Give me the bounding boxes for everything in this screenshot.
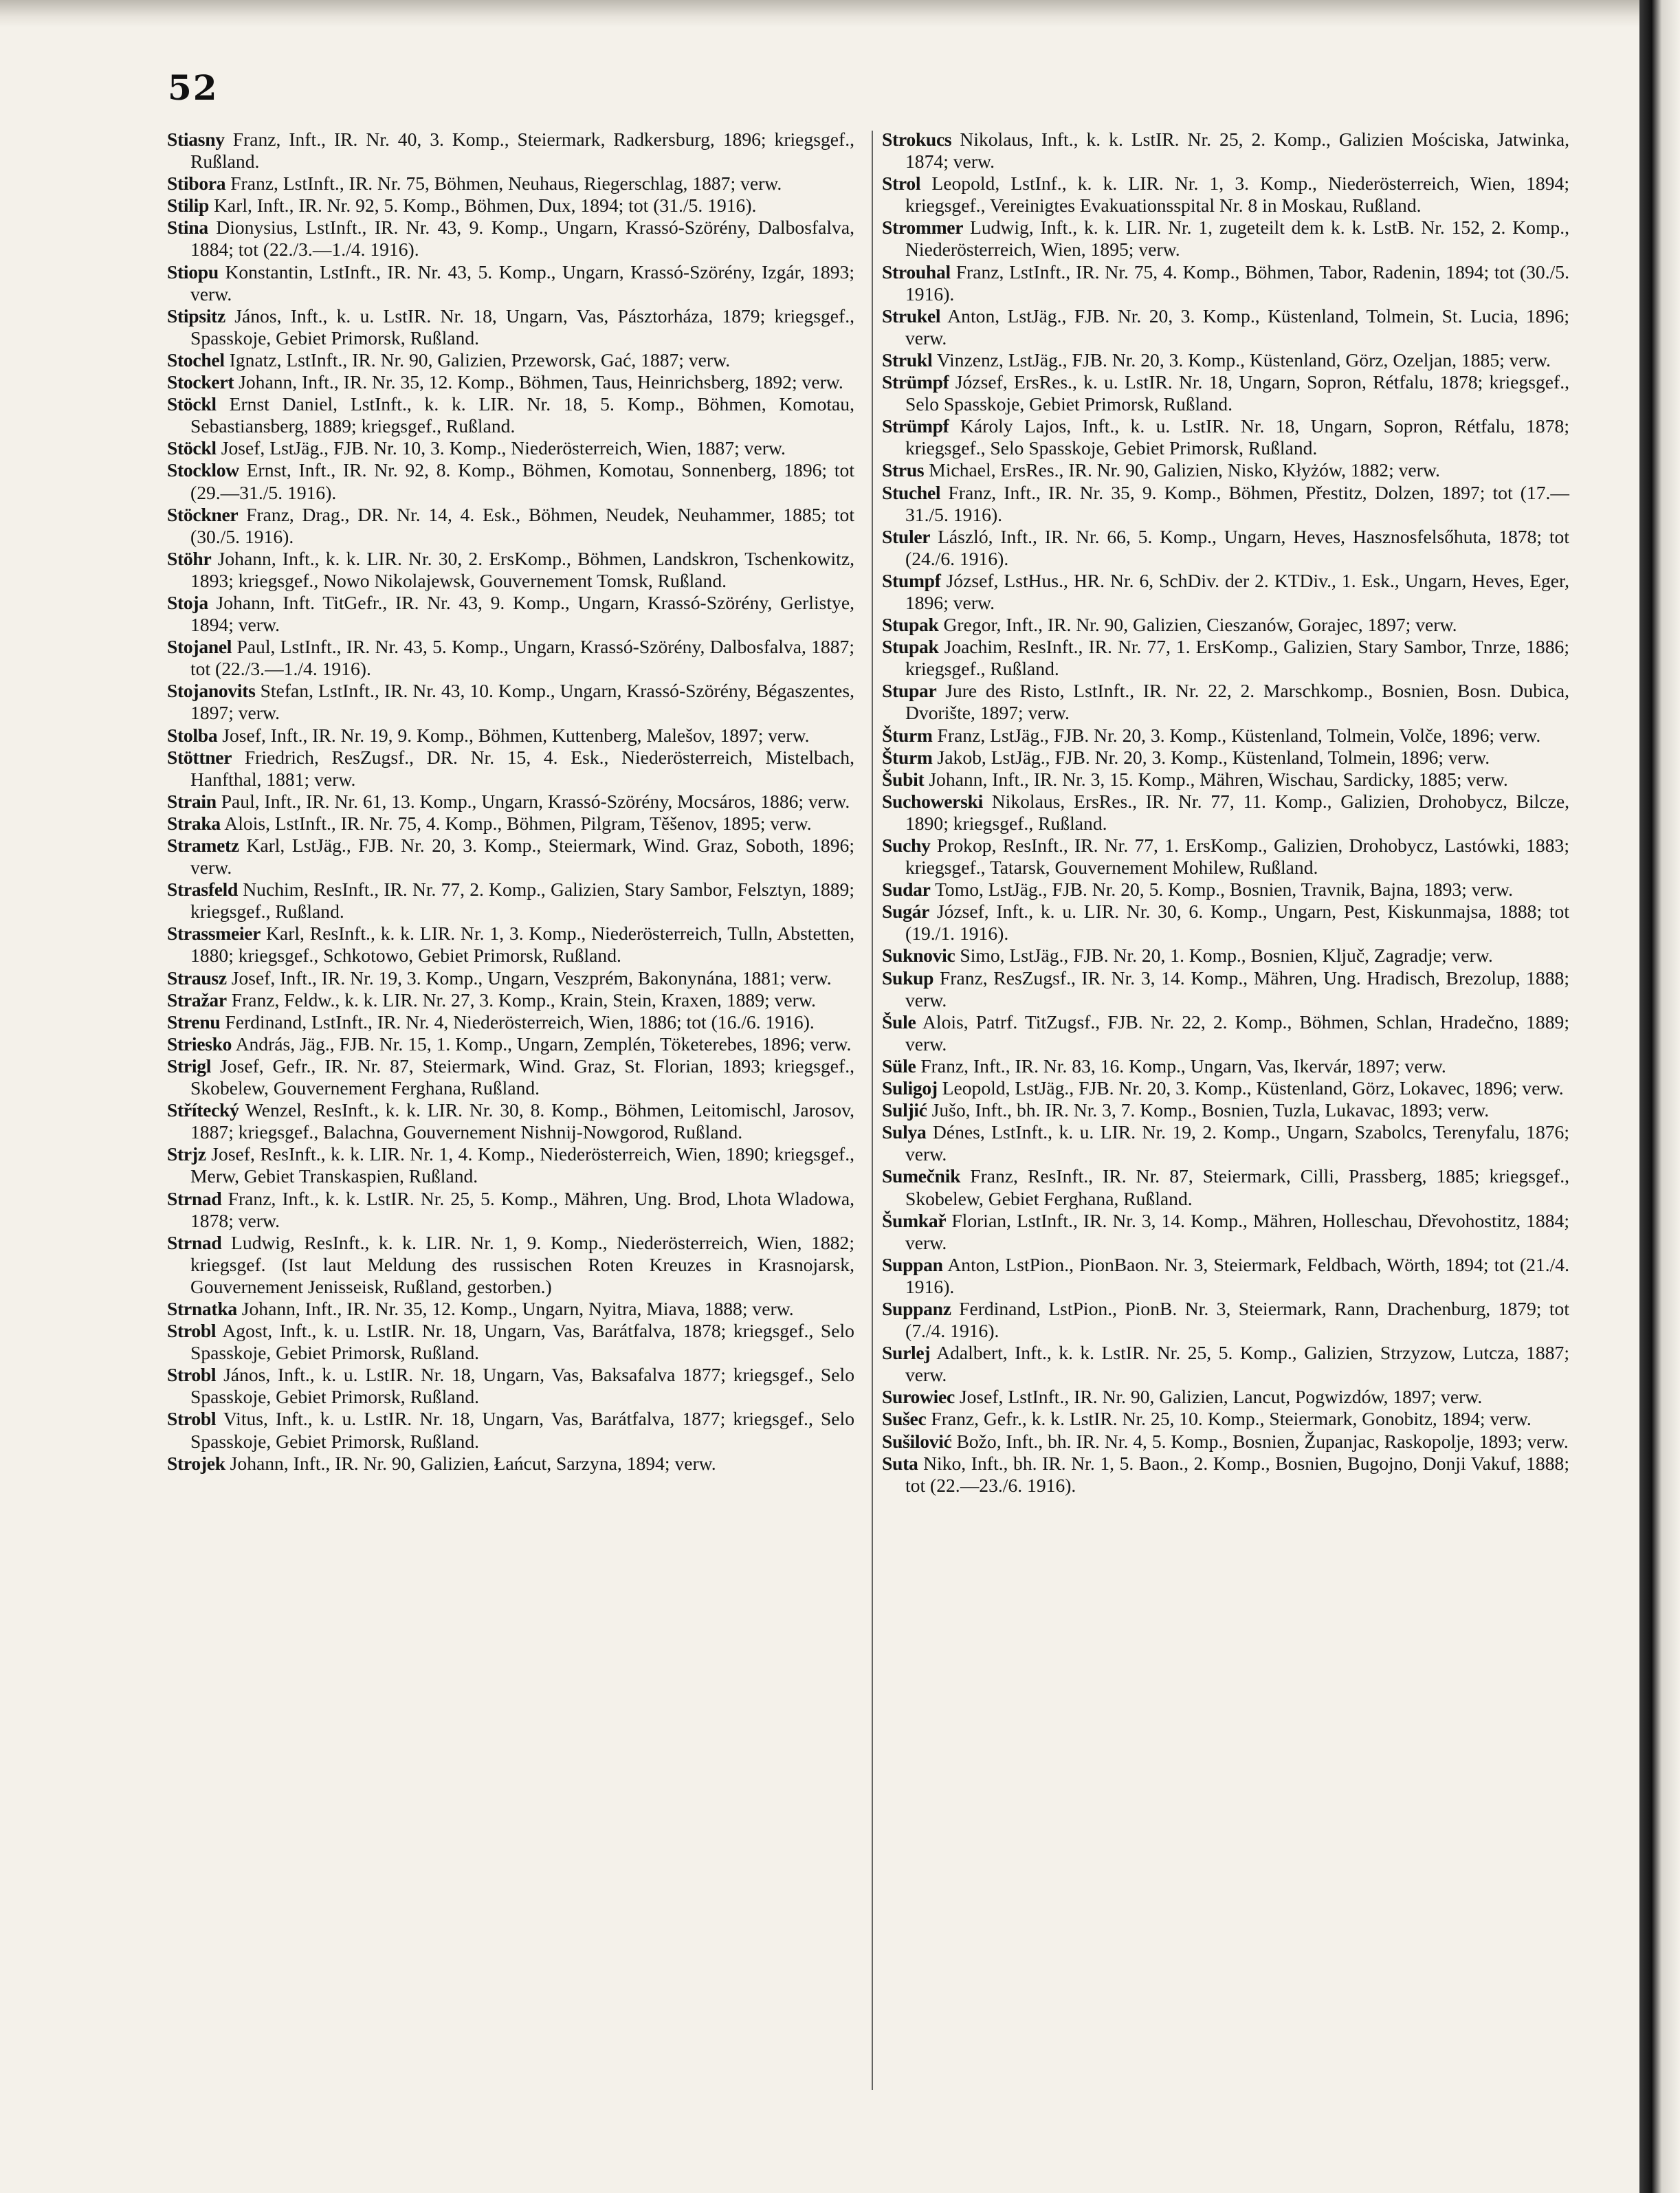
- list-entry: [882, 901, 1569, 945]
- entry-surname: Strol: [882, 173, 921, 195]
- list-entry: [167, 989, 854, 1011]
- entry-surname: Strommer: [882, 217, 964, 239]
- list-entry: [882, 173, 1569, 217]
- list-entry: [882, 1210, 1569, 1254]
- list-entry: [882, 945, 1569, 967]
- list-entry: [882, 1077, 1569, 1099]
- list-entry: [882, 1254, 1569, 1298]
- list-entry: [882, 1099, 1569, 1121]
- entry-surname: Šumkař: [882, 1209, 947, 1231]
- entry-surname: Strnad: [167, 1231, 222, 1253]
- entry-details: Franz, Inft., IR. Nr. 83, 16. Komp., Ungarn, Vas, Ikervár, 1897; verw.: [920, 1055, 1446, 1077]
- entry-details: Dionysius, LstInft., IR. Nr. 43, 9. Komp., Ungarn, Krassó-Szörény, Dalbosfalva, 1884; tot (22./3.—1./4. 1916).: [190, 217, 854, 261]
- list-entry: [882, 614, 1569, 636]
- entry-details: Ernst Daniel, LstInft., k. k. LIR. Nr. 18, 5. Komp., Böhmen, Komotau, Sebastiansberg, 1889; kriegsgef., Rußland.: [190, 393, 854, 437]
- entry-details: Johann, Inft. TitGefr., IR. Nr. 43, 9. Komp., Ungarn, Krassó-Szörény, Gerlistye, 1894; verw.: [190, 591, 854, 636]
- entry-surname: Strokucs: [882, 129, 952, 150]
- entry-surname: Strobl: [167, 1320, 217, 1342]
- entry-details: Dénes, LstInft., k. u. LIR. Nr. 19, 2. Komp., Ungarn, Szabolcs, Terenyfalu, 1876; verw.: [905, 1121, 1569, 1165]
- list-entry: [167, 1232, 854, 1298]
- entry-surname: Stolba: [167, 724, 218, 746]
- entry-details: Franz, LstInft., IR. Nr. 75, Böhmen, Neuhaus, Riegerschlag, 1887; verw.: [230, 173, 782, 195]
- entry-details: Ludwig, Inft., k. k. LIR. Nr. 1, zugeteilt dem k. k. LstB. Nr. 152, 2. Komp., Niederösterreich, Wien, 1895; verw.: [905, 217, 1570, 261]
- entry-details: Franz, LstInft., IR. Nr. 75, 4. Komp., Böhmen, Tabor, Radenin, 1894; tot (30./5. 1916).: [905, 261, 1569, 305]
- list-entry: [882, 305, 1569, 349]
- scan-top-edge: [0, 0, 1639, 27]
- entry-details: Anton, LstPion., PionBaon. Nr. 3, Steiermark, Feldbach, Wörth, 1894; tot (21./4. 1916).: [905, 1253, 1569, 1297]
- list-entry: [167, 437, 854, 459]
- entry-details: Franz, Drag., DR. Nr. 14, 4. Esk., Böhmen, Neudek, Neuhammer, 1885; tot (30./5. 1916).: [190, 503, 854, 547]
- list-entry: [882, 1011, 1569, 1055]
- entry-details: Franz, Feldw., k. k. LIR. Nr. 27, 3. Komp., Krain, Stein, Kraxen, 1889; verw.: [231, 989, 816, 1011]
- entry-surname: Strain: [167, 790, 217, 812]
- entry-details: Josef, Inft., IR. Nr. 19, 9. Komp., Böhmen, Kuttenberg, Malešov, 1897; verw.: [222, 724, 810, 746]
- entry-surname: Sušec: [882, 1408, 927, 1430]
- list-entry: [167, 592, 854, 636]
- entry-details: Johann, Inft., IR. Nr. 90, Galizien, Łańcut, Sarzyna, 1894; verw.: [230, 1452, 716, 1474]
- list-entry: [882, 680, 1569, 724]
- entry-surname: Stilip: [167, 195, 210, 217]
- list-entry: [882, 879, 1569, 901]
- entry-details: Ferdinand, LstInft., IR. Nr. 4, Niederösterreich, Wien, 1886; tot (16./6. 1916).: [225, 1011, 815, 1033]
- list-entry: [167, 1320, 854, 1364]
- entry-details: Vitus, Inft., k. u. LstIR. Nr. 18, Ungarn, Vas, Barátfalva, 1877; kriegsgef., Selo Spasskoje, Gebiet Primorsk, Rußland.: [190, 1408, 854, 1452]
- entry-details: Josef, Gefr., IR. Nr. 87, Steiermark, Wind. Graz, St. Florian, 1893; kriegsgef., Skobelew, Gouvernement Ferghana, Rußland.: [190, 1055, 854, 1099]
- entry-details: Johann, Inft., IR. Nr. 3, 15. Komp., Mähren, Wischau, Sardicky, 1885; verw.: [929, 768, 1508, 790]
- list-entry: [882, 1431, 1569, 1453]
- entry-surname: Suppanz: [882, 1297, 951, 1319]
- entry-details: Agost, Inft., k. u. LstIR. Nr. 18, Ungarn, Vas, Barátfalva, 1878; kriegsgef., Selo Spasskoje, Gebiet Primorsk, Rußland.: [190, 1320, 854, 1364]
- entry-surname: Strausz: [167, 967, 227, 989]
- entry-surname: Strouhal: [882, 261, 951, 283]
- entry-details: Leopold, LstJäg., FJB. Nr. 20, 3. Komp., Küstenland, Görz, Lokavec, 1896; verw.: [942, 1077, 1564, 1099]
- entry-details: Friedrich, ResZugsf., DR. Nr. 15, 4. Esk., Niederösterreich, Mistelbach, Hanfthal, 1881; verw.: [190, 746, 854, 790]
- list-entry: [167, 459, 854, 503]
- entry-surname: Stina: [167, 217, 208, 239]
- entry-surname: Surowiec: [882, 1386, 955, 1408]
- entry-details: Johann, Inft., k. k. LIR. Nr. 30, 2. ErsKomp., Böhmen, Landskron, Tschenkowitz, 1893; kriegsgef., Nowo Nikolajewsk, Gouvernement Tomsk, Rußland.: [190, 547, 854, 591]
- list-entry: [167, 504, 854, 548]
- entry-surname: Strametz: [167, 835, 239, 856]
- list-entry: [882, 415, 1569, 459]
- page-number: 52: [168, 67, 219, 108]
- entry-surname: Stiopu: [167, 261, 219, 283]
- list-entry: [882, 217, 1569, 261]
- list-entry: [167, 747, 854, 791]
- entry-details: Adalbert, Inft., k. k. LstIR. Nr. 25, 5. Komp., Galizien, Strzyzow, Lutcza, 1887; verw.: [905, 1342, 1569, 1386]
- list-entry: [167, 129, 854, 173]
- entry-surname: Strnatka: [167, 1297, 237, 1319]
- entry-surname: Šturm: [882, 724, 933, 746]
- column-divider: [872, 131, 873, 2090]
- list-entry: [167, 548, 854, 592]
- left-column: [167, 129, 854, 1475]
- entry-surname: Stupak: [882, 614, 939, 636]
- entry-details: Nikolaus, ErsRes., IR. Nr. 77, 11. Komp., Galizien, Drohobycz, Bilcze, 1890; kriegsgef., Rußland.: [905, 790, 1569, 834]
- entry-details: Ferdinand, LstPion., PionB. Nr. 3, Steiermark, Rann, Drachenburg, 1879; tot (7./4. 1916).: [905, 1297, 1569, 1342]
- list-entry: [882, 1408, 1569, 1430]
- list-entry: [167, 305, 854, 349]
- entry-surname: Suta: [882, 1452, 918, 1474]
- entry-surname: Stoja: [167, 591, 208, 613]
- entry-details: Franz, LstJäg., FJB. Nr. 20, 3. Komp., Küstenland, Tolmein, Volče, 1896; verw.: [937, 724, 1541, 746]
- entry-details: Tomo, LstJäg., FJB. Nr. 20, 5. Komp., Bosnien, Travnik, Bajna, 1893; verw.: [935, 879, 1513, 901]
- list-entry: [167, 1453, 854, 1475]
- entry-details: József, Inft., k. u. LIR. Nr. 30, 6. Komp., Ungarn, Pest, Kiskunmajsa, 1888; tot (19./1. 1916).: [905, 901, 1570, 945]
- list-entry: [167, 967, 854, 989]
- entry-details: Stefan, LstInft., IR. Nr. 43, 10. Komp., Ungarn, Krassó-Szörény, Bégaszentes, 1897; verw.: [190, 680, 854, 724]
- entry-surname: Strümpf: [882, 415, 949, 437]
- entry-details: Prokop, ResInft., IR. Nr. 77, 1. ErsKomp., Galizien, Drohobycz, Lastówki, 1883; kriegsgef., Tatarsk, Gouvernement Mohilew, Rußland.: [905, 835, 1569, 879]
- entry-surname: Suchy: [882, 835, 931, 856]
- entry-details: Karl, LstJäg., FJB. Nr. 20, 3. Komp., Steiermark, Wind. Graz, Soboth, 1896; verw.: [190, 835, 854, 879]
- entry-details: Alois, LstInft., IR. Nr. 75, 4. Komp., Böhmen, Pilgram, Těšenov, 1895; verw.: [224, 812, 812, 834]
- entry-surname: Süle: [882, 1055, 916, 1077]
- entry-details: Jušo, Inft., bh. IR. Nr. 3, 7. Komp., Bosnien, Tuzla, Lukavac, 1893; verw.: [931, 1099, 1490, 1121]
- entry-details: Nikolaus, Inft., k. k. LstIR. Nr. 25, 2. Komp., Galizien Mościska, Jatwinka, 1874; verw.: [905, 129, 1569, 173]
- list-entry: [882, 459, 1569, 481]
- entry-details: János, Inft., k. u. LstIR. Nr. 18, Ungarn, Vas, Baksafalva 1877; kriegsgef., Selo Spasskoje, Gebiet Primorsk, Rußland.: [190, 1364, 854, 1408]
- list-entry: [167, 1298, 854, 1320]
- entry-surname: Stuler: [882, 525, 931, 547]
- list-entry: [167, 393, 854, 437]
- list-entry: [882, 1055, 1569, 1077]
- entry-surname: Stöttner: [167, 746, 232, 768]
- entry-details: Paul, LstInft., IR. Nr. 43, 5. Komp., Ungarn, Krassó-Szörény, Dalbosfalva, 1887; tot (22./3.—1./4. 1916).: [190, 636, 854, 680]
- entry-details: Ernst, Inft., IR. Nr. 92, 8. Komp., Böhmen, Komotau, Sonnenberg, 1896; tot (29.—31./5. 1916).: [190, 459, 854, 503]
- entry-details: Ludwig, ResInft., k. k. LIR. Nr. 1, 9. Komp., Niederösterreich, Wien, 1882; kriegsgef. (Ist laut Meldung des russischen Roten Kreuzes in Krasnojarsk, Gouvernement Jenisseisk, Rußland, gestorben.): [190, 1231, 854, 1297]
- right-column: [882, 129, 1569, 1497]
- list-entry: [167, 1188, 854, 1232]
- list-entry: [167, 725, 854, 747]
- list-entry: [882, 769, 1569, 791]
- entry-details: Vinzenz, LstJäg., FJB. Nr. 20, 3. Komp., Küstenland, Görz, Ozeljan, 1885; verw.: [936, 349, 1551, 371]
- entry-details: András, Jäg., FJB. Nr. 15, 1. Komp., Ungarn, Zemplén, Töketerebes, 1896; verw.: [235, 1033, 852, 1055]
- list-entry: [167, 195, 854, 217]
- list-entry: [167, 1364, 854, 1408]
- entry-surname: Stöhr: [167, 547, 212, 569]
- entry-details: Josef, Inft., IR. Nr. 19, 3. Komp., Ungarn, Veszprém, Bakonynána, 1881; verw.: [231, 967, 832, 989]
- entry-surname: Stockert: [167, 371, 234, 393]
- list-entry: [167, 680, 854, 724]
- entry-details: József, ErsRes., k. u. LstIR. Nr. 18, Ungarn, Sopron, Rétfalu, 1878; kriegsgef., Selo Spasskoje, Gebiet Primorsk, Rußland.: [905, 371, 1569, 415]
- entry-surname: Sumečnik: [882, 1165, 961, 1187]
- list-entry: [882, 967, 1569, 1011]
- list-entry: [882, 1453, 1569, 1497]
- list-entry: [882, 482, 1569, 526]
- entry-details: Franz, ResZugsf., IR. Nr. 3, 14. Komp., Mähren, Ung. Hradisch, Brezolup, 1888; verw.: [905, 967, 1569, 1011]
- list-entry: [882, 129, 1569, 173]
- entry-details: Božo, Inft., bh. IR. Nr. 4, 5. Komp., Bosnien, Županjac, Raskopolje, 1893; verw.: [956, 1430, 1569, 1452]
- entry-surname: Šule: [882, 1011, 916, 1033]
- entry-details: Joachim, ResInft., IR. Nr. 77, 1. ErsKomp., Galizien, Stary Sambor, Tnrze, 1886; kriegsgef., Rußland.: [905, 636, 1569, 680]
- list-entry: [882, 1298, 1569, 1342]
- list-entry: [882, 1386, 1569, 1408]
- entry-details: Leopold, LstInf., k. k. LIR. Nr. 1, 3. Komp., Niederösterreich, Wien, 1894; kriegsgef., Vereinigtes Evakuationsspital Nr. 8 in Moskau, Rußland.: [905, 173, 1569, 217]
- list-entry: [167, 813, 854, 835]
- entry-surname: Stöckl: [167, 437, 217, 459]
- entry-surname: Strojek: [167, 1452, 225, 1474]
- entry-surname: Stojanovits: [167, 680, 256, 702]
- entry-surname: Strobl: [167, 1408, 217, 1430]
- entry-details: Konstantin, LstInft., IR. Nr. 43, 5. Komp., Ungarn, Krassó-Szörény, Izgár, 1893; verw.: [190, 261, 854, 305]
- entry-surname: Strasfeld: [167, 879, 239, 901]
- list-entry: [882, 1121, 1569, 1165]
- list-entry: [167, 217, 854, 261]
- entry-surname: Surlej: [882, 1342, 931, 1364]
- entry-surname: Střítecký: [167, 1099, 239, 1121]
- list-entry: [167, 349, 854, 371]
- entry-surname: Šturm: [882, 746, 933, 768]
- list-entry: [882, 636, 1569, 680]
- entry-surname: Suchowerski: [882, 790, 983, 812]
- entry-details: Florian, LstInft., IR. Nr. 3, 14. Komp., Mähren, Holleschau, Dřevohostitz, 1884; verw.: [905, 1209, 1569, 1253]
- entry-surname: Stupak: [882, 636, 939, 658]
- list-entry: [882, 261, 1569, 305]
- entry-surname: Straka: [167, 812, 221, 834]
- list-entry: [167, 1408, 854, 1452]
- list-entry: [882, 349, 1569, 371]
- entry-surname: Suknovic: [882, 945, 955, 967]
- entry-details: Johann, Inft., IR. Nr. 35, 12. Komp., Böhmen, Taus, Heinrichsberg, 1892; verw.: [239, 371, 843, 393]
- entry-details: József, LstHus., HR. Nr. 6, SchDiv. der 2. KTDiv., 1. Esk., Ungarn, Heves, Eger, 1896; verw.: [905, 569, 1569, 613]
- entry-surname: Sugár: [882, 901, 930, 923]
- entry-details: Franz, Inft., IR. Nr. 40, 3. Komp., Steiermark, Radkersburg, 1896; kriegsgef., Rußland.: [190, 129, 854, 173]
- entry-details: Franz, Gefr., k. k. LstIR. Nr. 25, 10. Komp., Steiermark, Gonobitz, 1894; verw.: [931, 1408, 1532, 1430]
- entry-surname: Stražar: [167, 989, 227, 1011]
- entry-details: László, Inft., IR. Nr. 66, 5. Komp., Ungarn, Heves, Hasznosfelsőhuta, 1878; tot (24./6. 1916).: [905, 525, 1569, 569]
- list-entry: [882, 371, 1569, 415]
- entry-surname: Sulya: [882, 1121, 927, 1143]
- entry-details: Karl, Inft., IR. Nr. 92, 5. Komp., Böhmen, Dux, 1894; tot (31./5. 1916).: [214, 195, 757, 217]
- entry-surname: Stumpf: [882, 569, 941, 591]
- entry-surname: Strukel: [882, 305, 941, 327]
- entry-surname: Stupar: [882, 680, 937, 702]
- list-entry: [882, 526, 1569, 570]
- entry-surname: Strenu: [167, 1011, 221, 1033]
- entry-details: Josef, LstJäg., FJB. Nr. 10, 3. Komp., Niederösterreich, Wien, 1887; verw.: [221, 437, 786, 459]
- entry-surname: Strümpf: [882, 371, 949, 393]
- list-entry: [882, 791, 1569, 835]
- entry-surname: Stöckner: [167, 503, 239, 525]
- entry-details: Josef, ResInft., k. k. LIR. Nr. 1, 4. Komp., Niederösterreich, Wien, 1890; kriegsgef., Merw, Gebiet Transkaspien, Rußland.: [190, 1143, 854, 1187]
- entry-surname: Suligoj: [882, 1077, 938, 1099]
- entry-surname: Stiasny: [167, 129, 225, 150]
- list-entry: [882, 835, 1569, 879]
- entry-details: Johann, Inft., IR. Nr. 35, 12. Komp., Ungarn, Nyitra, Miava, 1888; verw.: [241, 1297, 794, 1319]
- entry-surname: Stöckl: [167, 393, 217, 415]
- entry-surname: Strjz: [167, 1143, 206, 1165]
- entry-details: Josef, LstInft., IR. Nr. 90, Galizien, Lancut, Pogwizdów, 1897; verw.: [959, 1386, 1483, 1408]
- entry-details: Franz, ResInft., IR. Nr. 87, Steiermark, Cilli, Prassberg, 1885; kriegsgef., Skobelew, Gebiet Ferghana, Rußland.: [905, 1165, 1569, 1209]
- entry-surname: Stojanel: [167, 636, 232, 658]
- list-entry: [882, 570, 1569, 614]
- list-entry: [167, 173, 854, 195]
- entry-surname: Sušilović: [882, 1430, 952, 1452]
- entry-details: János, Inft., k. u. LstIR. Nr. 18, Ungarn, Vas, Pásztorháza, 1879; kriegsgef., Spasskoje, Gebiet Primorsk, Rußland.: [190, 305, 854, 349]
- entry-surname: Suppan: [882, 1253, 943, 1275]
- entry-surname: Sudar: [882, 879, 931, 901]
- list-entry: [167, 879, 854, 923]
- entry-details: Károly Lajos, Inft., k. u. LstIR. Nr. 18, Ungarn, Sopron, Rétfalu, 1878; kriegsgef., Selo Spasskoje, Gebiet Primorsk, Rußland.: [905, 415, 1569, 459]
- entry-details: Gregor, Inft., IR. Nr. 90, Galizien, Cieszanów, Gorajec, 1897; verw.: [943, 614, 1457, 636]
- list-entry: [167, 636, 854, 680]
- entry-surname: Strigl: [167, 1055, 212, 1077]
- list-entry: [882, 1165, 1569, 1209]
- entry-surname: Strobl: [167, 1364, 217, 1386]
- list-entry: [882, 1342, 1569, 1386]
- list-entry: [167, 1143, 854, 1187]
- entry-surname: Strnad: [167, 1187, 222, 1209]
- list-entry: [167, 261, 854, 305]
- list-entry: [167, 835, 854, 879]
- entry-surname: Suljić: [882, 1099, 927, 1121]
- entry-surname: Stochel: [167, 349, 225, 371]
- entry-details: Paul, Inft., IR. Nr. 61, 13. Komp., Ungarn, Krassó-Szörény, Mocsáros, 1886; verw.: [221, 790, 850, 812]
- entry-details: Simo, LstJäg., FJB. Nr. 20, 1. Komp., Bosnien, Ključ, Zagradje; verw.: [960, 945, 1493, 967]
- entry-details: Anton, LstJäg., FJB. Nr. 20, 3. Komp., Küstenland, Tolmein, St. Lucia, 1896; verw.: [905, 305, 1569, 349]
- entry-surname: Stibora: [167, 173, 226, 195]
- list-entry: [167, 1099, 854, 1143]
- entry-details: Niko, Inft., bh. IR. Nr. 1, 5. Baon., 2. Komp., Bosnien, Bugojno, Donji Vakuf, 1888; tot (22.—23./6. 1916).: [905, 1452, 1569, 1496]
- list-entry: [882, 725, 1569, 747]
- list-entry: [167, 1055, 854, 1099]
- list-entry: [167, 791, 854, 813]
- list-entry: [167, 371, 854, 393]
- entry-details: Karl, ResInft., k. k. LIR. Nr. 1, 3. Komp., Niederösterreich, Tulln, Abstetten, 1880; kriegsgef., Schkotowo, Gebiet Primorsk, Rußland.: [190, 923, 854, 967]
- entry-surname: Striesko: [167, 1033, 232, 1055]
- list-entry: [167, 1033, 854, 1055]
- entry-surname: Stuchel: [882, 481, 941, 503]
- entry-details: Nuchim, ResInft., IR. Nr. 77, 2. Komp., Galizien, Stary Sambor, Felsztyn, 1889; kriegsgef., Rußland.: [190, 879, 854, 923]
- scan-binding-edge: [1639, 0, 1680, 2193]
- entry-details: Wenzel, ResInft., k. k. LIR. Nr. 30, 8. Komp., Böhmen, Leitomischl, Jarosov, 1887; kriegsgef., Balachna, Gouvernement Nishnij-Nowgorod, Rußland.: [190, 1099, 854, 1143]
- entry-surname: Strukl: [882, 349, 933, 371]
- list-entry: [167, 923, 854, 967]
- list-entry: [167, 1011, 854, 1033]
- entry-details: Franz, Inft., IR. Nr. 35, 9. Komp., Böhmen, Přestitz, Dolzen, 1897; tot (17.—31./5. 1916).: [905, 481, 1569, 525]
- entry-surname: Stipsitz: [167, 305, 225, 327]
- entry-details: Jure des Risto, LstInft., IR. Nr. 22, 2. Marschkomp., Bosnien, Bosn. Dubica, Dvorište, 1897; verw.: [905, 680, 1569, 724]
- list-entry: [882, 747, 1569, 769]
- entry-details: Franz, Inft., k. k. LstIR. Nr. 25, 5. Komp., Mähren, Ung. Brod, Lhota Wladowa, 1878; verw.: [190, 1187, 854, 1231]
- entry-surname: Strassmeier: [167, 923, 261, 945]
- entry-surname: Strus: [882, 459, 925, 481]
- entry-details: Ignatz, LstInft., IR. Nr. 90, Galizien, Przeworsk, Gać, 1887; verw.: [229, 349, 731, 371]
- entry-surname: Šubit: [882, 768, 925, 790]
- entry-surname: Sukup: [882, 967, 934, 989]
- entry-details: Michael, ErsRes., IR. Nr. 90, Galizien, Nisko, Kłyżów, 1882; verw.: [929, 459, 1440, 481]
- entry-details: Jakob, LstJäg., FJB. Nr. 20, 3. Komp., Küstenland, Tolmein, 1896; verw.: [937, 746, 1490, 768]
- entry-surname: Stocklow: [167, 459, 239, 481]
- entry-details: Alois, Patrf. TitZugsf., FJB. Nr. 22, 2. Komp., Böhmen, Schlan, Hradečno, 1889; verw.: [905, 1011, 1569, 1055]
